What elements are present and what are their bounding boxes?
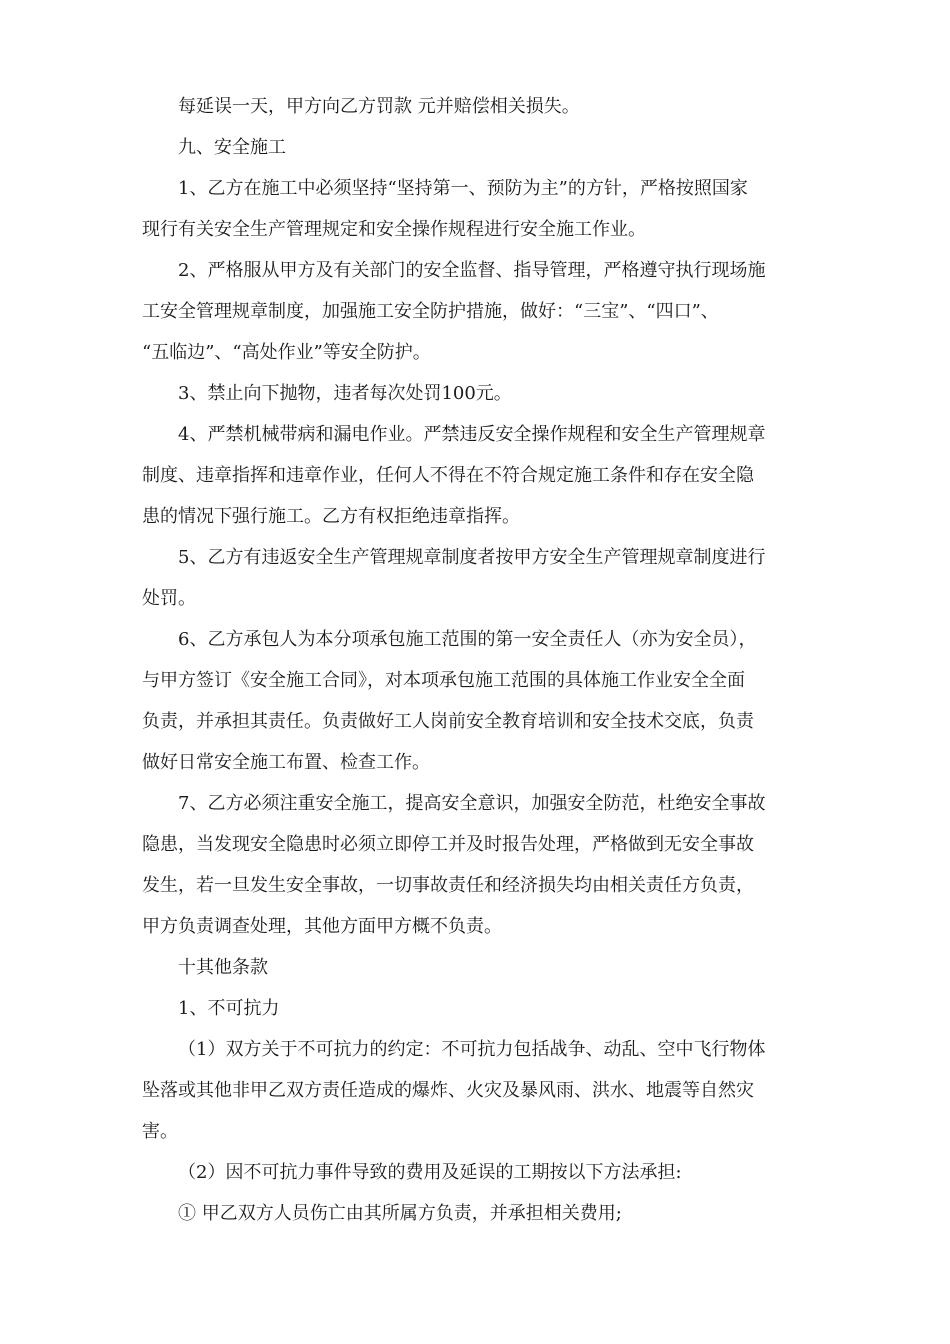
- section-heading-9: 九、安全施工: [178, 137, 286, 158]
- text-line: 做好日常安全施工布置、检查工作。: [142, 752, 430, 773]
- document-body: [142, 86, 806, 1234]
- text-line: （2）因不可抗力事件导致的费用及延误的工期按以下方法承担:: [178, 1162, 682, 1183]
- text-line: 隐患，当发现安全隐患时必须立即停工并及时报告处理，严格做到无安全事故: [142, 834, 754, 855]
- text-line: 处罚。: [142, 588, 196, 609]
- section-heading-10: 十其他条款: [178, 957, 268, 978]
- text-line: 现行有关安全生产管理规定和安全操作规程进行安全施工作业。: [142, 219, 646, 240]
- text-line: 7、乙方必须注重安全施工，提高安全意识，加强安全防范，杜绝安全事故: [178, 793, 766, 814]
- text-line: （1）双方关于不可抗力的约定：不可抗力包括战争、动乱、空中飞行物体: [178, 1039, 766, 1060]
- text-line: ① 甲乙双方人员伤亡由其所属方负责，并承担相关费用;: [178, 1203, 622, 1224]
- text-line: 6、乙方承包人为本分项承包施工范围的第一安全责任人（亦为安全员），: [178, 629, 757, 650]
- subsection-heading: 1、不可抗力: [178, 998, 280, 1019]
- text-line: 4、严禁机械带病和漏电作业。严禁违反安全操作规程和安全生产管理规章: [178, 424, 766, 445]
- text-line: 5、乙方有违返安全生产管理规章制度者按甲方安全生产管理规章制度进行: [178, 547, 766, 568]
- text-line: 坠落或其他非甲乙双方责任造成的爆炸、火灾及暴风雨、洪水、地震等自然灾: [142, 1080, 754, 1101]
- text-line: 每延误一天，甲方向乙方罚款 元并赔偿相关损失。: [178, 96, 580, 117]
- text-line: 害。: [142, 1121, 178, 1142]
- text-line: 负责，并承担其责任。负责做好工人岗前安全教育培训和安全技术交底，负责: [142, 711, 754, 732]
- text-line: 工安全管理规章制度，加强施工安全防护措施，做好：“三宝”、“四口”、: [142, 301, 719, 322]
- text-line: 发生，若一旦发生安全事故，一切事故责任和经济损失均由相关责任方负责，: [142, 875, 754, 896]
- text-line: 与甲方签订《安全施工合同》，对本项承包施工范围的具体施工作业安全全面: [142, 670, 745, 691]
- text-line: 制度、违章指挥和违章作业，任何人不得在不符合规定施工条件和存在安全隐: [142, 465, 754, 486]
- text-line: 患的情况下强行施工。乙方有权拒绝违章指挥。: [142, 506, 520, 527]
- text-line: 3、禁止向下抛物，违者每次处罚100元。: [178, 383, 512, 404]
- text-line: “五临边”、“高处作业”等安全防护。: [142, 342, 431, 363]
- text-line: 甲方负责调查处理，其他方面甲方概不负责。: [142, 916, 502, 937]
- text-line: 2、严格服从甲方及有关部门的安全监督、指导管理，严格遵守执行现场施: [178, 260, 766, 281]
- text-line: 1、乙方在施工中必须坚持“坚持第一、预防为主”的方针，严格按照国家: [178, 178, 748, 199]
